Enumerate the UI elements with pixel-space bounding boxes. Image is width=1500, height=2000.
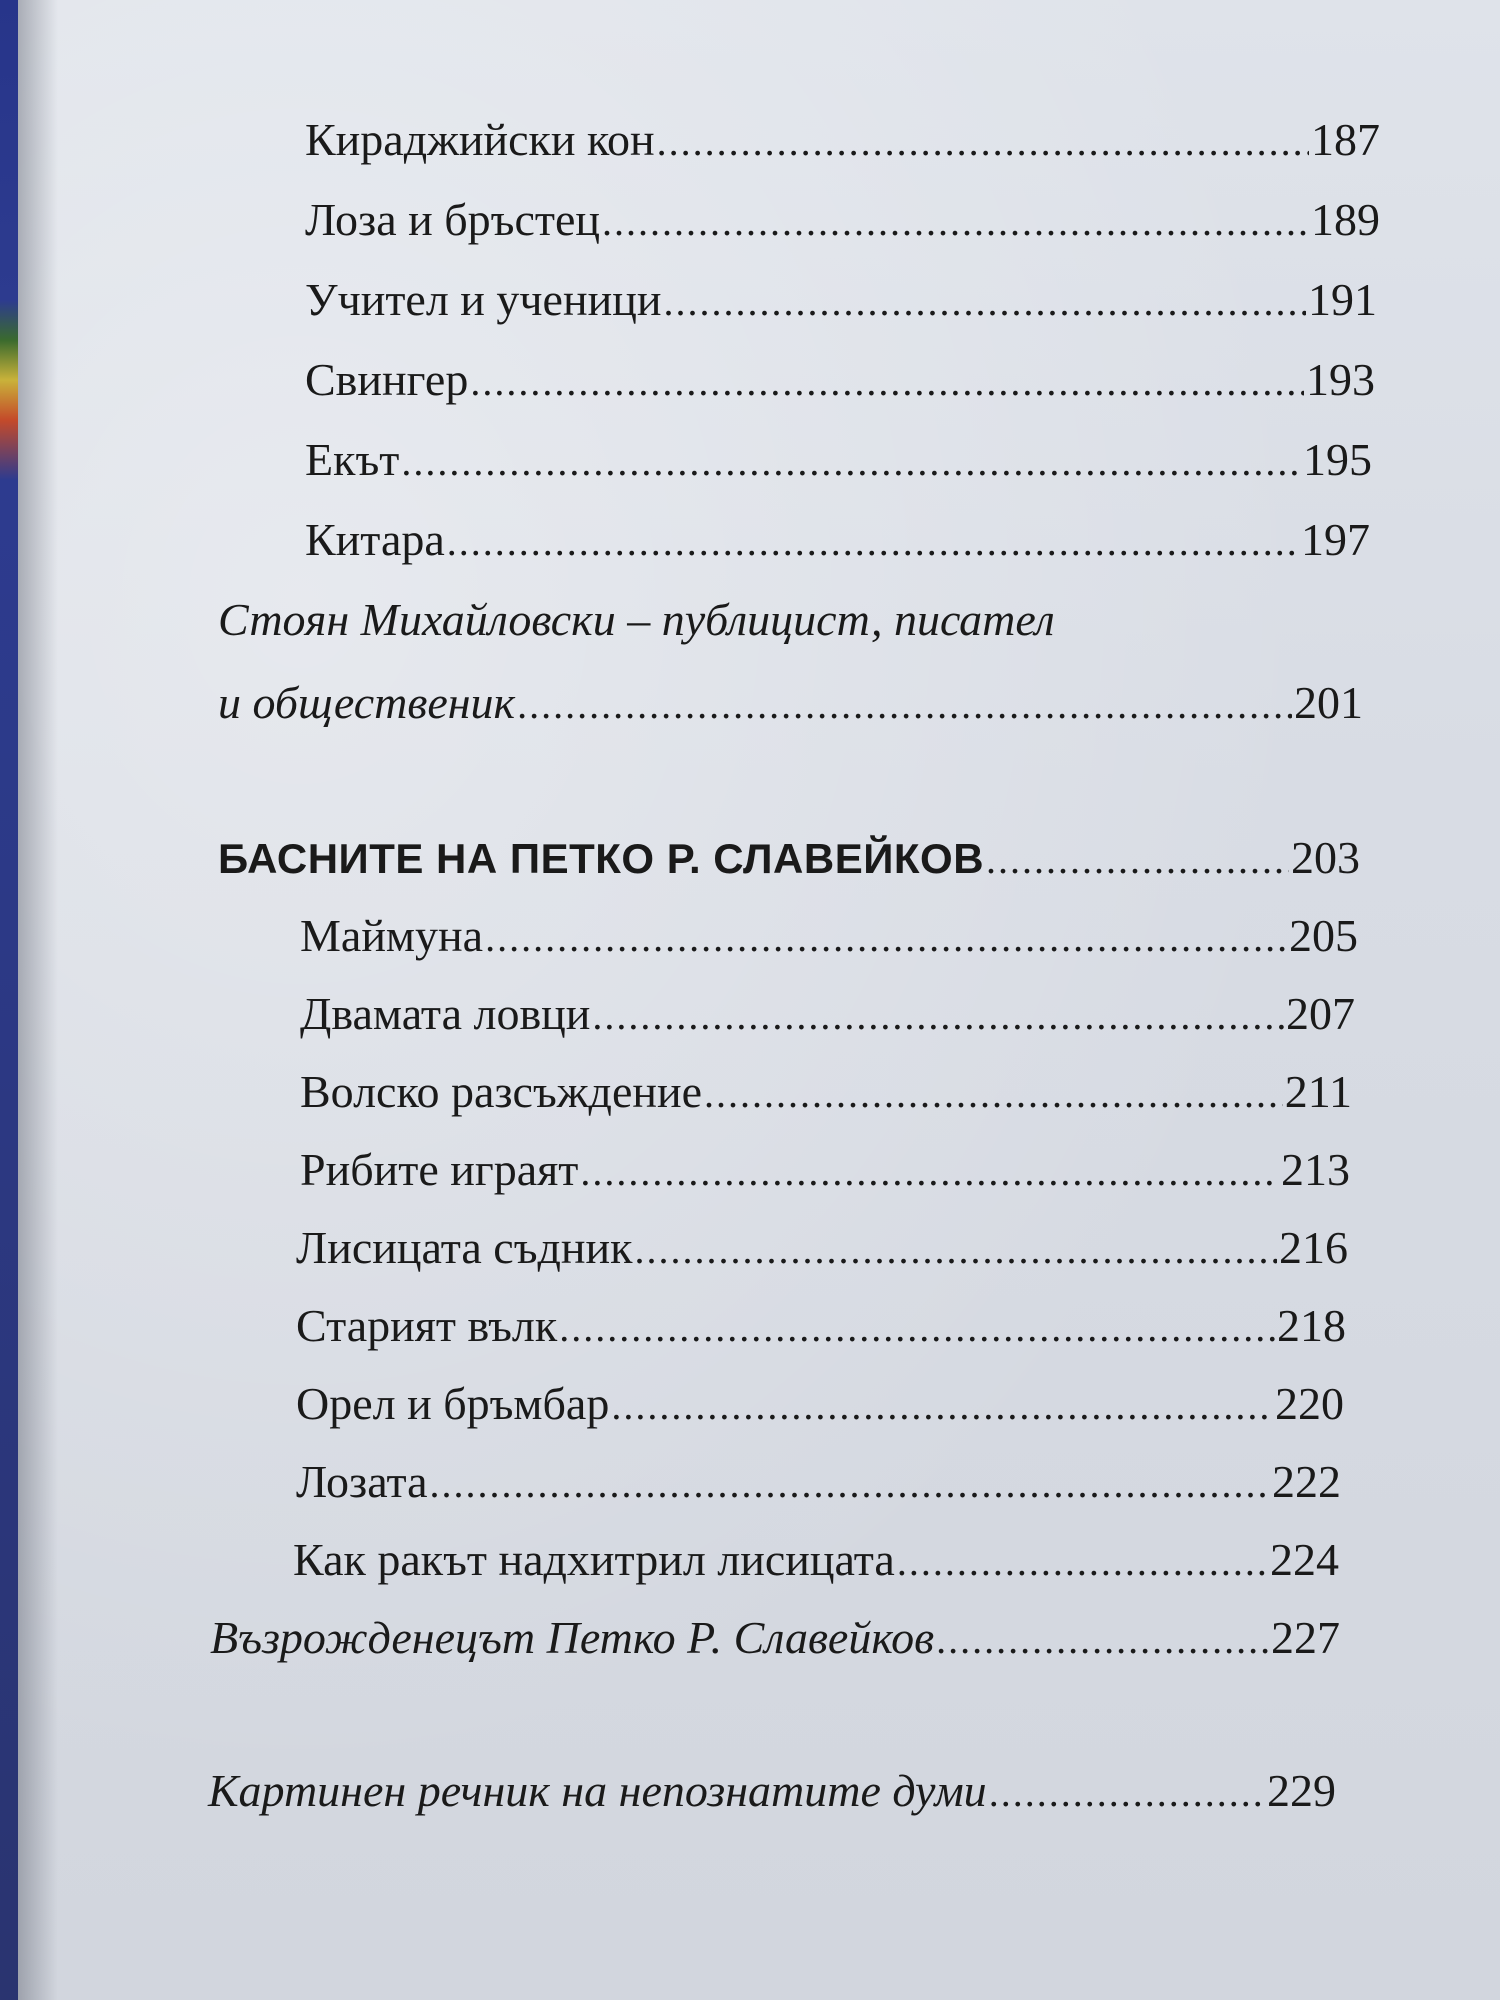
toc-entry-title: Свингер xyxy=(305,354,469,405)
toc-entry-page: 197 xyxy=(1301,514,1370,565)
toc-entry-page: 220 xyxy=(1275,1378,1344,1429)
toc-entry-page: 227 xyxy=(1271,1612,1340,1663)
toc-entry xyxy=(305,512,1370,570)
toc-entry-page: 213 xyxy=(1281,1144,1350,1195)
toc-entry xyxy=(296,1376,1344,1434)
toc-entry-title: Как ракът надхитрил лисицата xyxy=(293,1534,895,1585)
toc-entry-page: 203 xyxy=(1291,832,1360,883)
toc-entry-title: Орел и бръмбар xyxy=(296,1378,610,1429)
toc-leader-dots xyxy=(559,1300,1275,1356)
toc-entry-page: 211 xyxy=(1284,1066,1352,1117)
toc-entry xyxy=(210,1610,1340,1668)
toc-entry-title: Картинен речник на непознатите думи xyxy=(208,1765,987,1816)
toc-entry xyxy=(293,1532,1339,1590)
toc-entry-title: Двамата ловци xyxy=(300,988,591,1039)
toc-leader-dots xyxy=(936,1612,1269,1668)
toc-entry xyxy=(296,1454,1341,1512)
toc-entry-title: Лозата xyxy=(296,1456,428,1507)
toc-leader-dots xyxy=(517,677,1292,733)
toc-entry-title: Маймуна xyxy=(300,910,484,961)
toc-entry-page: 187 xyxy=(1311,114,1380,165)
toc-entry-title: Рибите играят xyxy=(300,1144,579,1195)
toc-entry xyxy=(300,986,1355,1044)
toc-entry-page: 222 xyxy=(1272,1456,1341,1507)
toc-entry xyxy=(300,1064,1352,1122)
toc-entry xyxy=(305,272,1377,330)
toc-entry-title: Кираджийски кон xyxy=(305,114,655,165)
toc-entry-page: 229 xyxy=(1267,1765,1336,1816)
toc-leader-dots xyxy=(580,1144,1279,1200)
toc-entry-title: Лоза и бръстец xyxy=(305,194,601,245)
toc-leader-dots xyxy=(447,514,1299,570)
toc-leader-dots xyxy=(485,910,1287,966)
toc-leader-dots xyxy=(602,194,1309,250)
toc-entry xyxy=(218,675,1363,733)
toc-entry-page: 191 xyxy=(1308,274,1377,325)
toc-entry-page: 216 xyxy=(1279,1222,1348,1273)
toc-leader-dots xyxy=(897,1534,1268,1590)
toc-entry-title-line: Стоян Михайловски – публицист, писател xyxy=(218,594,1055,645)
toc-entry-page: 205 xyxy=(1289,910,1358,961)
toc-leader-dots xyxy=(401,434,1301,490)
toc-entry-page: 218 xyxy=(1277,1300,1346,1351)
toc-leader-dots xyxy=(704,1066,1283,1122)
toc-entry-page: 195 xyxy=(1303,434,1372,485)
toc-entry-title: Китара xyxy=(305,514,445,565)
toc-entry-title: Възрожденецът Петко Р. Славейков xyxy=(210,1612,935,1663)
toc-entry-page: 224 xyxy=(1270,1534,1339,1585)
toc-leader-dots xyxy=(663,274,1306,330)
toc-leader-dots xyxy=(430,1456,1270,1512)
toc-entry-page: 193 xyxy=(1306,354,1375,405)
toc-entry xyxy=(305,432,1372,490)
toc-entry-title: Волско разсъждение xyxy=(300,1066,703,1117)
toc-entry-title: Старият вълк xyxy=(296,1300,558,1351)
toc-entry xyxy=(296,1298,1346,1356)
toc-entry-page: 201 xyxy=(1294,677,1363,728)
toc-leader-dots xyxy=(470,354,1304,410)
toc-entry-title: Екът xyxy=(305,434,400,485)
toc-entry xyxy=(296,1220,1348,1278)
toc-leader-dots xyxy=(657,114,1309,170)
toc-entry xyxy=(305,352,1375,410)
toc-entry-page: 189 xyxy=(1311,194,1380,245)
toc-entry-title: Лисицата съдник xyxy=(296,1222,633,1273)
toc-entry xyxy=(300,908,1358,966)
toc-entry xyxy=(208,1763,1336,1821)
toc-entry-page: 207 xyxy=(1286,988,1355,1039)
toc-leader-dots xyxy=(634,1222,1277,1278)
toc-leader-dots xyxy=(592,988,1284,1044)
toc-leader-dots xyxy=(986,832,1289,888)
toc-entry xyxy=(305,192,1380,250)
toc-section-title: БАСНИТЕ НА ПЕТКО Р. СЛАВЕЙКОВ xyxy=(218,835,985,882)
toc-entry-title: и общественик xyxy=(218,677,516,728)
toc-entry-title: Учител и ученици xyxy=(305,274,662,325)
toc-entry xyxy=(300,1142,1350,1200)
toc-section-heading xyxy=(218,830,1360,888)
toc-leader-dots xyxy=(611,1378,1273,1434)
toc-entry xyxy=(305,112,1380,170)
toc-leader-dots xyxy=(989,1765,1265,1821)
